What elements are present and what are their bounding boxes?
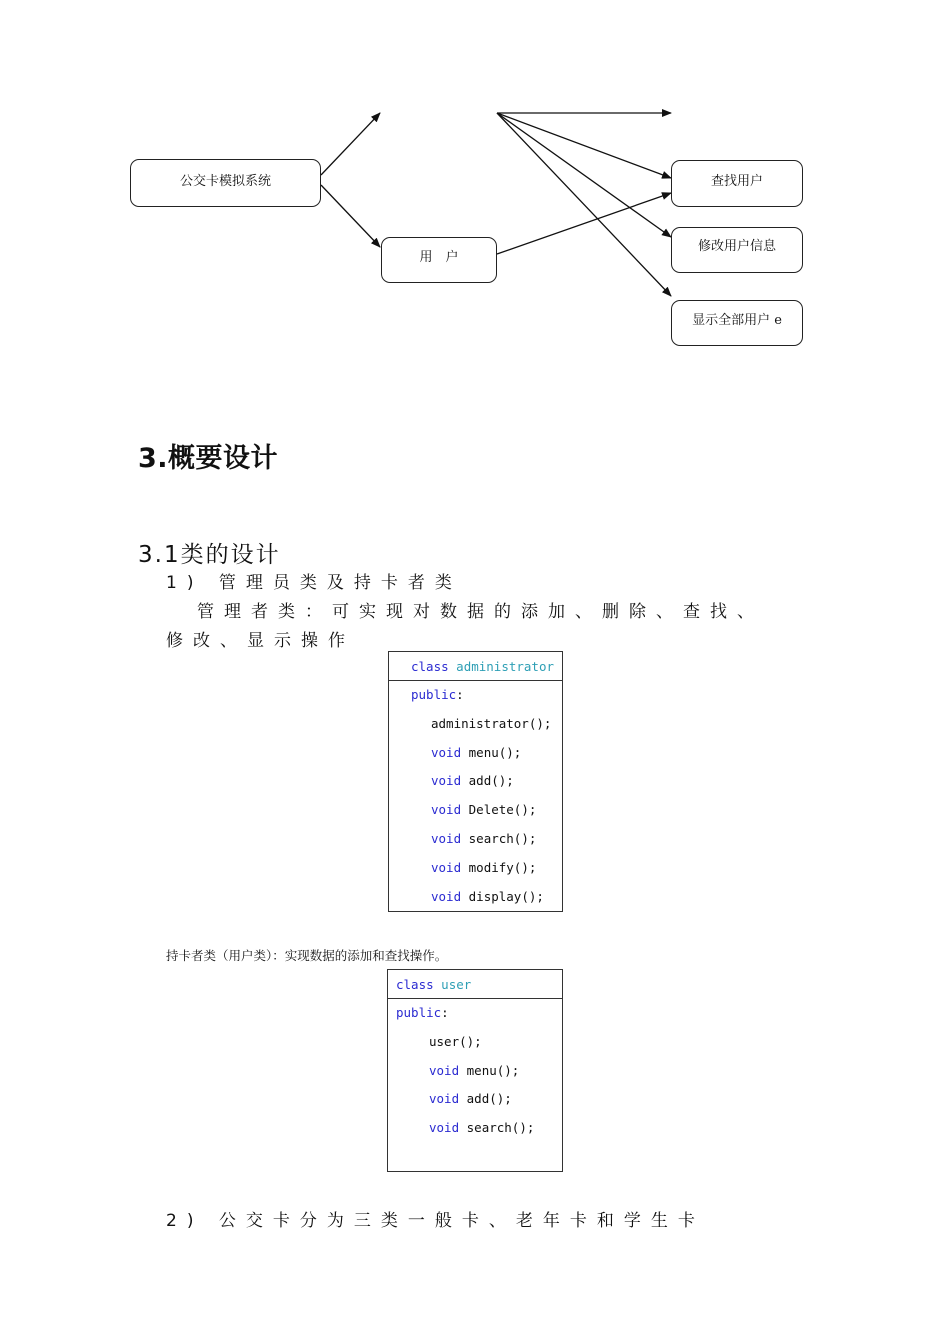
function-diagram — [0, 0, 950, 400]
arrow-admin-to-modify — [497, 113, 671, 237]
arrow-user-to-find — [497, 193, 671, 254]
method-line: user(); — [429, 1033, 482, 1049]
arrow-system-to-user — [321, 185, 380, 247]
method-line: void Delete(); — [431, 802, 537, 818]
class-body — [388, 999, 562, 1143]
node-find-user — [671, 160, 803, 207]
node-label: 显示全部用户 e — [692, 313, 782, 328]
admin-description-line1: 管理者类：可实现对数据的添加、删除、查找、 — [197, 602, 764, 622]
method-line: void menu(); — [429, 1062, 520, 1078]
method-line: void add(); — [429, 1091, 512, 1107]
access-specifier: public: — [411, 687, 464, 702]
subsection-heading: 3.1类的设计 — [138, 542, 281, 568]
node-user — [381, 237, 497, 283]
method-line: void add(); — [431, 773, 514, 789]
admin-description-line2: 修改、显示操作 — [166, 631, 355, 651]
class-body — [389, 681, 562, 911]
method-line: administrator(); — [431, 715, 552, 731]
arrow-system-to-admin — [321, 113, 380, 175]
user-class-description: 持卡者类（用户类）：实现数据的添加和查找操作。 — [166, 948, 448, 963]
class-name: user — [441, 977, 472, 992]
method-line: void search(); — [429, 1120, 535, 1136]
item-2-title: 2) 公交卡分为三类一般卡、老年卡和学生卡 — [166, 1211, 705, 1231]
access-specifier: public: — [396, 1005, 449, 1020]
node-modify-user — [671, 227, 803, 273]
method-line: void search(); — [431, 830, 537, 846]
user-class-box — [387, 969, 563, 1172]
class-header — [389, 652, 562, 681]
node-show-all-users — [671, 300, 803, 346]
node-bus-card-system — [130, 159, 321, 207]
method-line: void menu(); — [431, 744, 522, 760]
node-label: 用 户 — [419, 250, 459, 265]
arrow-admin-to-find — [497, 113, 671, 178]
method-line: void display(); — [431, 888, 544, 904]
node-label: 修改用户信息 — [697, 239, 776, 254]
class-keyword: class — [411, 659, 449, 674]
section-heading: 3.概要设计 — [138, 443, 279, 474]
admin-class-box — [388, 651, 563, 912]
method-line: void modify(); — [431, 859, 537, 875]
node-label: 查找用户 — [710, 174, 763, 189]
arrow-admin-to-showall — [497, 113, 671, 296]
node-label: 公交卡模拟系统 — [179, 174, 271, 189]
class-header — [388, 970, 562, 999]
class-name: administrator — [456, 659, 555, 674]
class-keyword: class — [396, 977, 434, 992]
item-1-title: 1) 管理员类及持卡者类 — [166, 573, 462, 593]
